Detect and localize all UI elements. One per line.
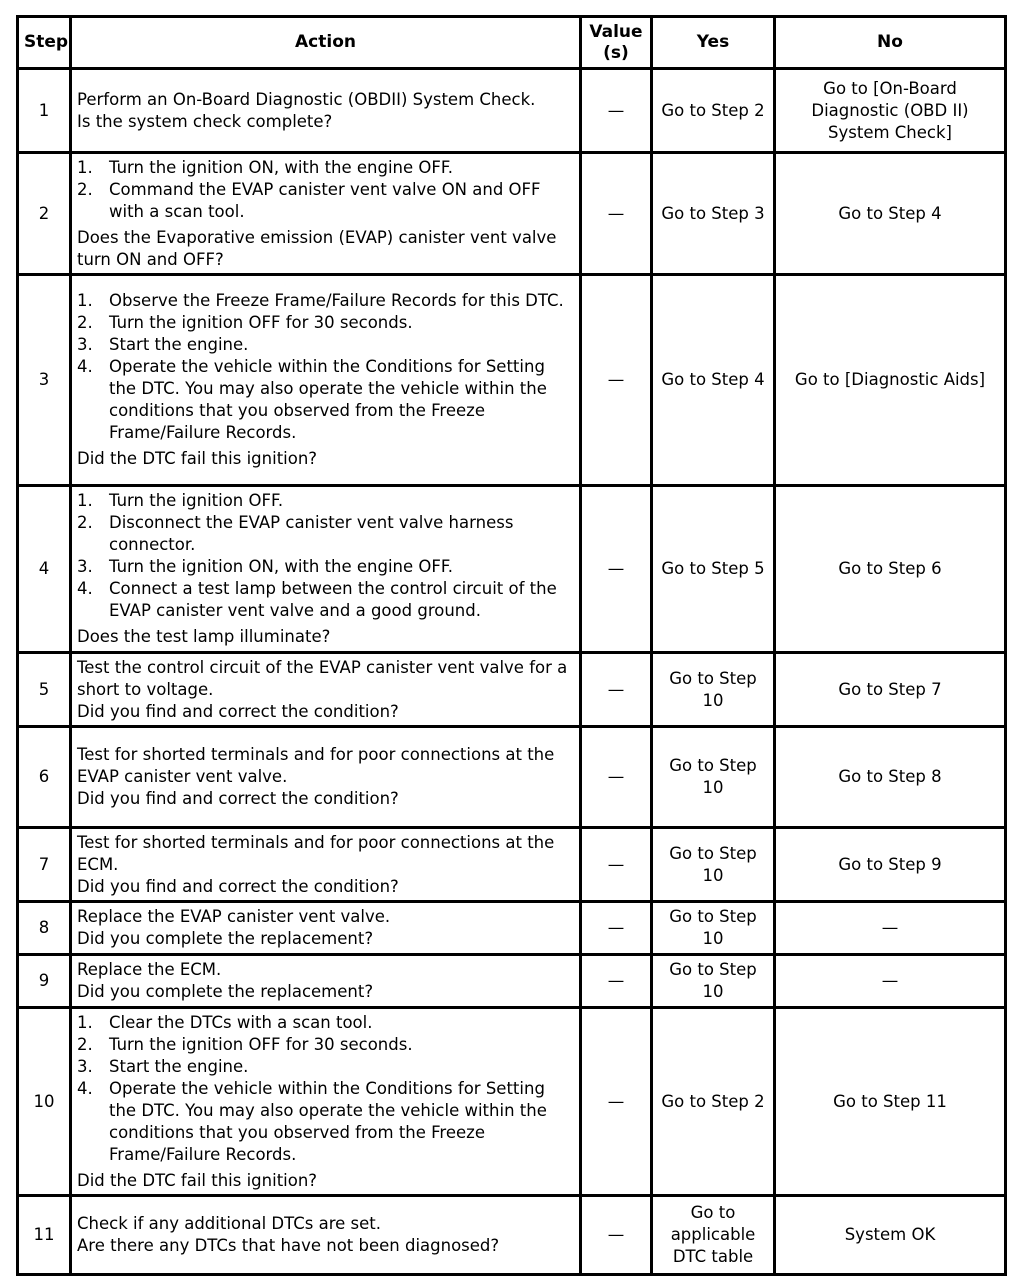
action-step-number: 1. (77, 1012, 93, 1032)
yes-cell: Go to applicable DTC table (652, 1196, 775, 1275)
action-step-number: 1. (77, 291, 93, 310)
no-cell: Go to Step 4 (775, 153, 1006, 275)
header-no: No (775, 17, 1006, 69)
action-cell (71, 1196, 581, 1275)
action-question: Does the test lamp illuminate? (77, 627, 331, 646)
action-step-number: 4. (77, 357, 93, 376)
table-row (18, 69, 1006, 153)
action-step-text: Operate the vehicle within the Conditions for Setting the DTC. You may also operate the vehicle within the conditions that you observed from the Freeze Frame/Failure Records. (109, 1078, 547, 1164)
yes-cell: Go to Step 2 (652, 69, 775, 153)
value-cell: — (581, 486, 652, 653)
action-step-number: 2. (77, 179, 93, 199)
action-step-item (77, 179, 574, 223)
action-steps-list (77, 290, 574, 444)
action-steps-list (77, 1012, 574, 1166)
table-row (18, 653, 1006, 727)
action-instruction: Replace the EVAP canister vent valve. (77, 907, 391, 926)
table-row (18, 955, 1006, 1008)
action-steps-list (77, 157, 574, 223)
action-step-text: Turn the ignition OFF for 30 seconds. (109, 1034, 413, 1054)
table-row (18, 153, 1006, 275)
yes-cell: Go to Step 10 (652, 727, 775, 828)
value-cell: — (581, 955, 652, 1008)
action-step-number: 3. (77, 557, 93, 576)
no-cell: Go to Step 9 (775, 828, 1006, 902)
action-cell (71, 275, 581, 486)
action-step-text: Operate the vehicle within the Conditions for Setting the DTC. You may also operate the vehicle within the conditions that you observed from the Freeze Frame/Failure Records. (109, 357, 547, 442)
action-cell (71, 902, 581, 955)
action-step-item (77, 157, 574, 179)
step-number: 2 (18, 153, 71, 275)
value-cell: — (581, 1008, 652, 1196)
action-step-number: 4. (77, 579, 93, 598)
yes-cell: Go to Step 4 (652, 275, 775, 486)
no-cell: — (775, 902, 1006, 955)
no-cell: Go to Step 7 (775, 653, 1006, 727)
action-step-number: 3. (77, 335, 93, 354)
yes-cell: Go to Step 10 (652, 828, 775, 902)
table-row (18, 486, 1006, 653)
action-step-item (77, 290, 574, 312)
table-row (18, 727, 1006, 828)
action-instruction: Test for shorted terminals and for poor connections at the ECM. (77, 832, 555, 874)
action-question: Did you find and correct the condition? (77, 701, 399, 721)
action-instruction: Replace the ECM. (77, 960, 222, 979)
action-step-text: Start the engine. (109, 335, 249, 354)
action-step-number: 3. (77, 1056, 93, 1076)
value-cell: — (581, 653, 652, 727)
action-question: Did you complete the replacement? (77, 929, 374, 948)
header-action: Action (71, 17, 581, 69)
action-step-text: Observe the Freeze Frame/Failure Records for this DTC. (109, 291, 564, 310)
action-instruction: Perform an On-Board Diagnostic (OBDII) System Check. (77, 89, 536, 109)
step-number: 9 (18, 955, 71, 1008)
action-question: Does the Evaporative emission (EVAP) canister vent valve turn ON and OFF? (77, 227, 557, 269)
action-step-number: 4. (77, 1078, 93, 1098)
action-step-item (77, 1012, 574, 1034)
step-number: 1 (18, 69, 71, 153)
action-step-item (77, 1034, 574, 1056)
table-row (18, 902, 1006, 955)
action-cell (71, 653, 581, 727)
action-step-number: 2. (77, 1034, 93, 1054)
action-step-item (77, 356, 574, 444)
action-step-number: 1. (77, 157, 93, 177)
no-cell: Go to [Diagnostic Aids] (775, 275, 1006, 486)
action-question: Is the system check complete? (77, 111, 333, 131)
action-step-text: Turn the ignition ON, with the engine OFF. (109, 157, 453, 177)
action-step-text: Connect a test lamp between the control circuit of the EVAP canister vent valve and a good ground. (109, 579, 557, 620)
header-row (18, 17, 1006, 69)
step-number: 3 (18, 275, 71, 486)
action-step-text: Clear the DTCs with a scan tool. (109, 1012, 373, 1032)
table-row (18, 1196, 1006, 1275)
action-step-item (77, 490, 574, 512)
no-cell: Go to Step 6 (775, 486, 1006, 653)
step-number: 11 (18, 1196, 71, 1275)
action-step-item (77, 312, 574, 334)
yes-cell: Go to Step 3 (652, 153, 775, 275)
value-cell: — (581, 69, 652, 153)
action-question: Did you find and correct the condition? (77, 789, 399, 808)
step-number: 6 (18, 727, 71, 828)
action-instruction: Test the control circuit of the EVAP canister vent valve for a short to voltage. (77, 657, 568, 699)
action-step-text: Command the EVAP canister vent valve ON and OFF with a scan tool. (109, 179, 541, 221)
no-cell: System OK (775, 1196, 1006, 1275)
action-instruction: Test for shorted terminals and for poor connections at the EVAP canister vent valve. (77, 745, 555, 786)
no-cell: Go to Step 11 (775, 1008, 1006, 1196)
action-step-item (77, 1078, 574, 1166)
action-step-item (77, 1056, 574, 1078)
table-row (18, 1008, 1006, 1196)
table-row (18, 275, 1006, 486)
action-cell (71, 153, 581, 275)
step-number: 8 (18, 902, 71, 955)
header-yes: Yes (652, 17, 775, 69)
action-step-number: 2. (77, 513, 93, 532)
header-step: Step (18, 17, 71, 69)
action-step-text: Start the engine. (109, 1056, 249, 1076)
step-number: 5 (18, 653, 71, 727)
value-cell: — (581, 828, 652, 902)
yes-cell: Go to Step 2 (652, 1008, 775, 1196)
action-question: Did the DTC fail this ignition? (77, 1170, 318, 1190)
action-cell (71, 1008, 581, 1196)
value-cell: — (581, 902, 652, 955)
action-instruction: Check if any additional DTCs are set. (77, 1214, 381, 1233)
action-step-item (77, 578, 574, 622)
no-cell: Go to [On-Board Diagnostic (OBD II) System Check] (775, 69, 1006, 153)
action-cell (71, 727, 581, 828)
header-value: Value (s) (581, 17, 652, 69)
step-number: 4 (18, 486, 71, 653)
action-step-text: Turn the ignition ON, with the engine OFF. (109, 557, 453, 576)
action-step-text: Turn the ignition OFF for 30 seconds. (109, 313, 413, 332)
no-cell: Go to Step 8 (775, 727, 1006, 828)
no-cell: — (775, 955, 1006, 1008)
action-step-item (77, 556, 574, 578)
yes-cell: Go to Step 5 (652, 486, 775, 653)
action-step-item (77, 512, 574, 556)
action-step-text: Disconnect the EVAP canister vent valve harness connector. (109, 513, 514, 554)
diagnostic-table (16, 15, 1007, 1276)
yes-cell: Go to Step 10 (652, 902, 775, 955)
action-question: Did you find and correct the condition? (77, 876, 399, 896)
step-number: 10 (18, 1008, 71, 1196)
yes-cell: Go to Step 10 (652, 955, 775, 1008)
action-question: Did you complete the replacement? (77, 982, 374, 1001)
action-step-number: 2. (77, 313, 93, 332)
action-question: Are there any DTCs that have not been diagnosed? (77, 1236, 500, 1255)
action-question: Did the DTC fail this ignition? (77, 449, 318, 468)
step-number: 7 (18, 828, 71, 902)
value-cell: — (581, 153, 652, 275)
value-cell: — (581, 1196, 652, 1275)
yes-cell: Go to Step 10 (652, 653, 775, 727)
action-steps-list (77, 490, 574, 622)
action-step-number: 1. (77, 491, 93, 510)
action-cell (71, 486, 581, 653)
action-cell (71, 828, 581, 902)
table-row (18, 828, 1006, 902)
value-cell: — (581, 275, 652, 486)
action-step-item (77, 334, 574, 356)
action-cell (71, 69, 581, 153)
action-cell (71, 955, 581, 1008)
action-step-text: Turn the ignition OFF. (109, 491, 284, 510)
value-cell: — (581, 727, 652, 828)
